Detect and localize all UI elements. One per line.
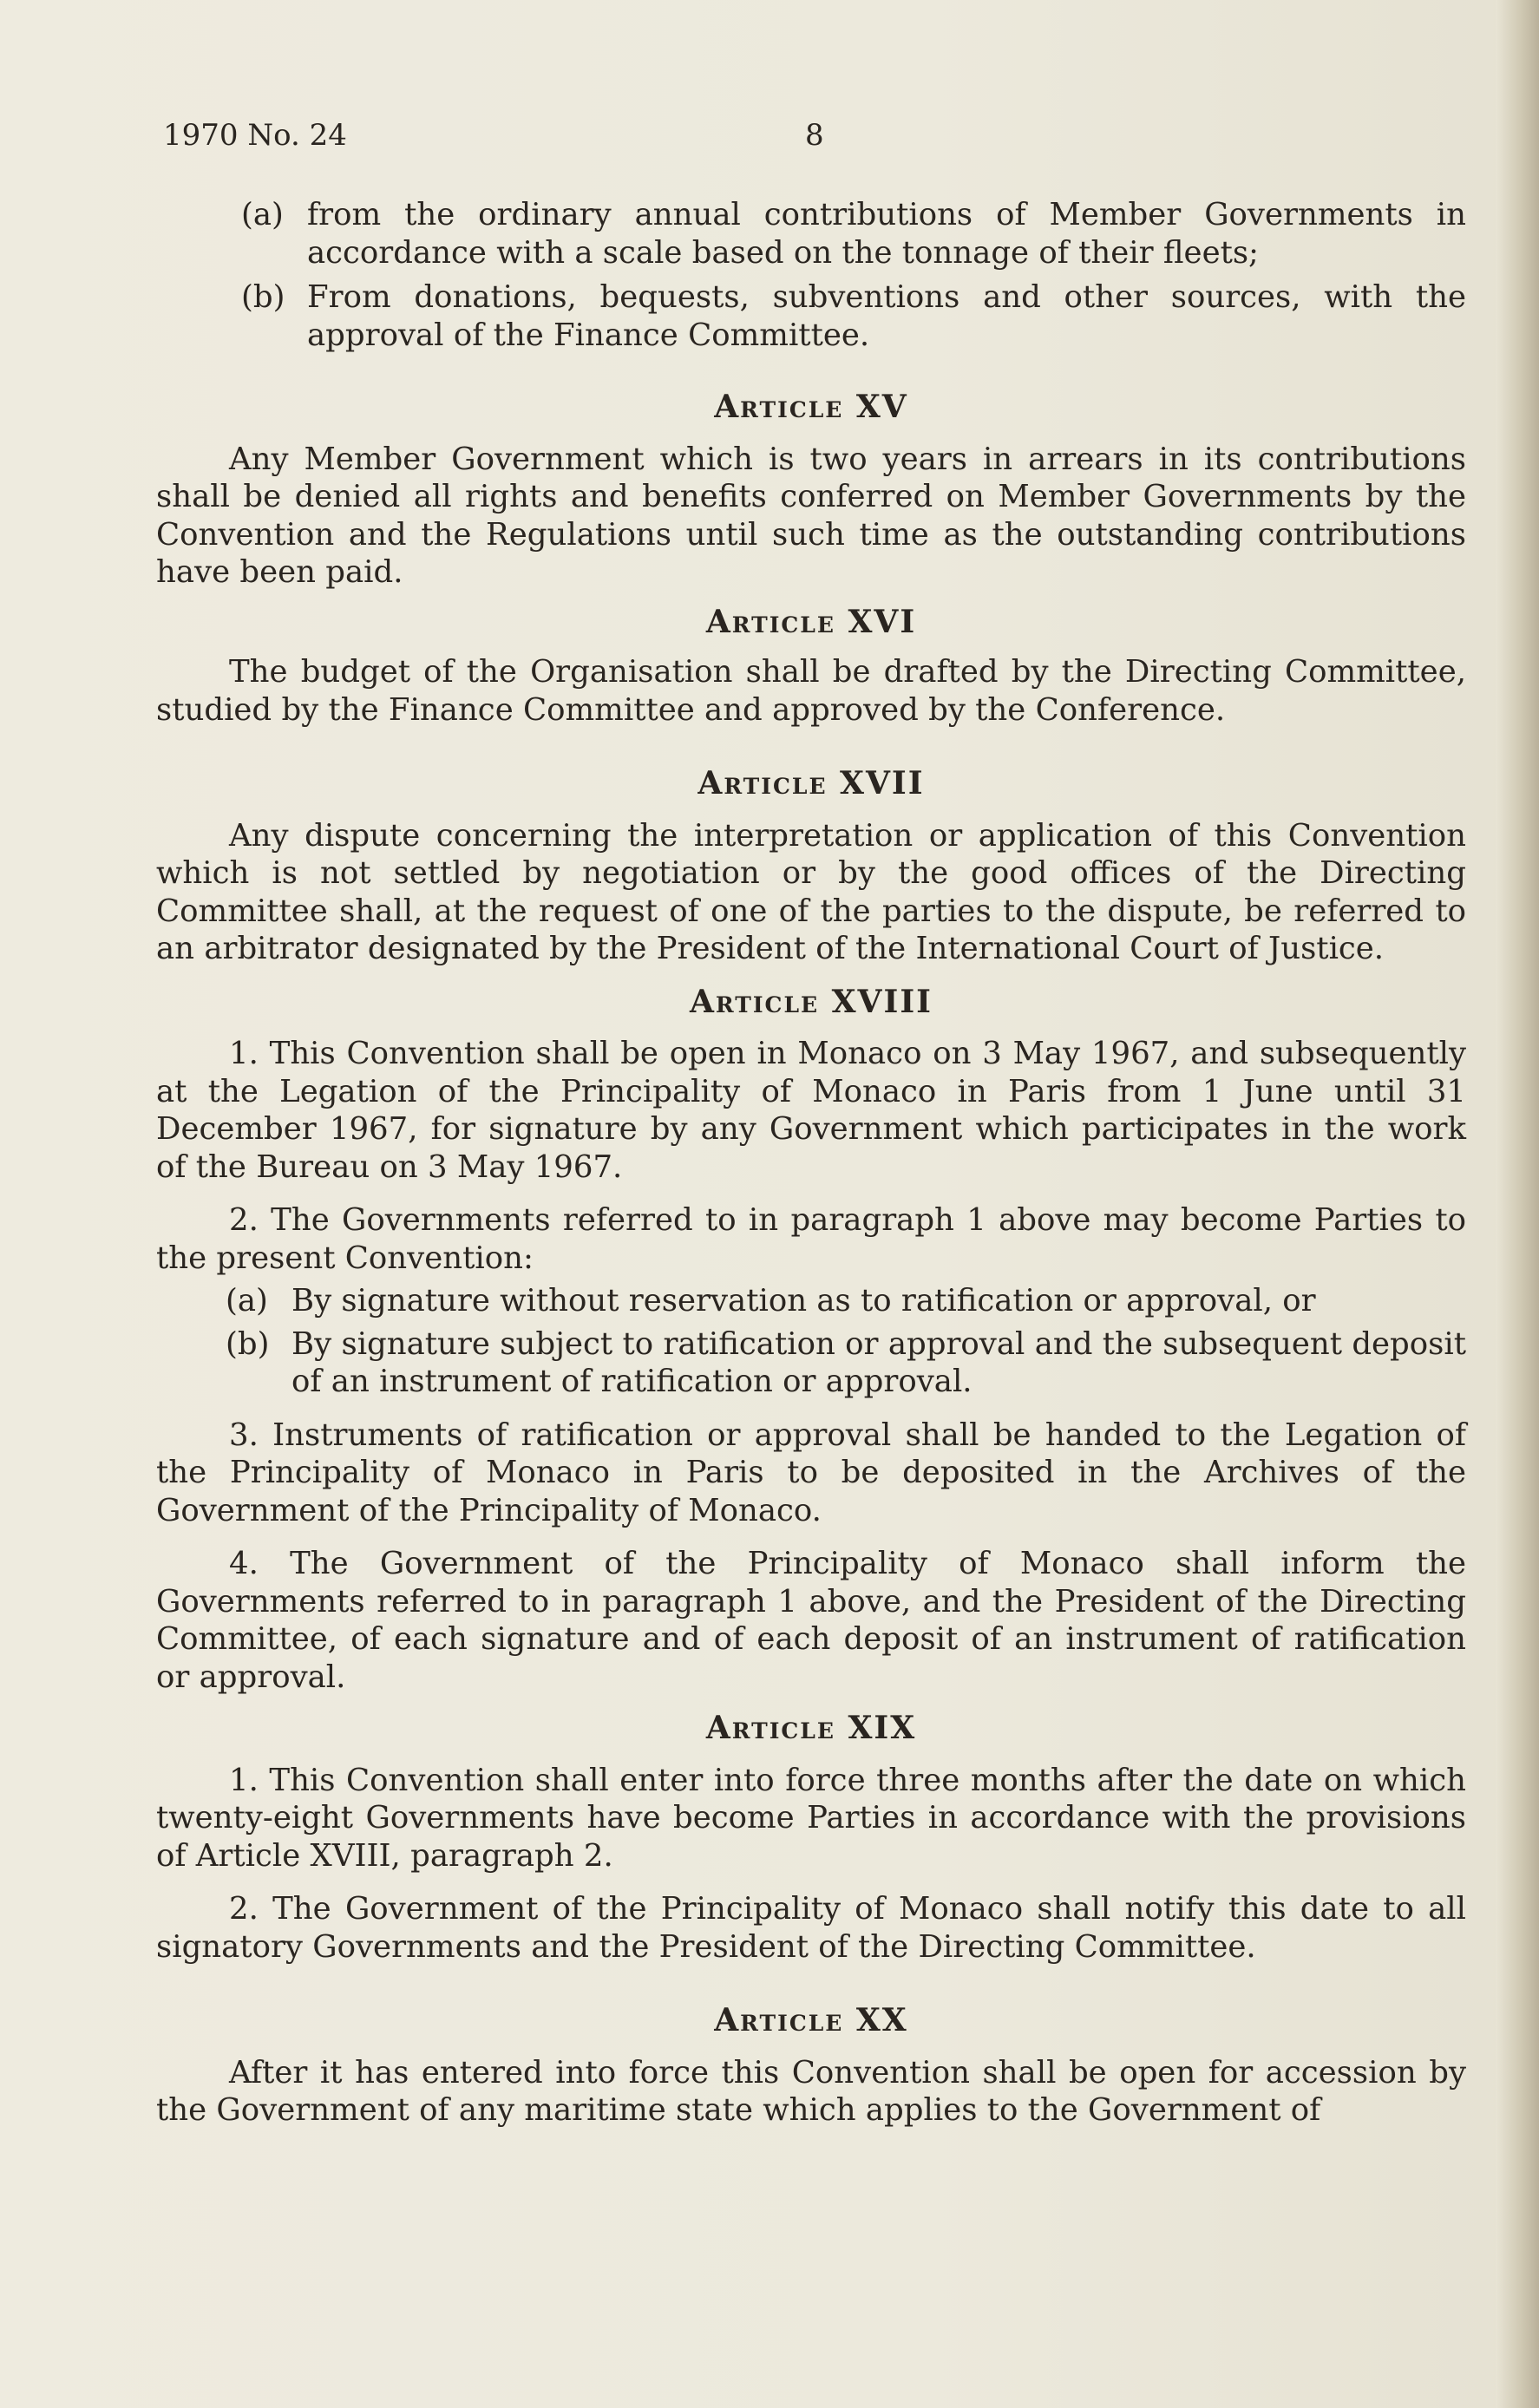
item-label: (a) [226,1283,268,1319]
item-text: By signature without reservation as to ratification or approval, or [291,1283,1316,1319]
article-xviii-title: Article XVIII [689,983,933,1020]
funding-sources-list [156,196,1466,354]
article-xviii-paragraph-3: 3. Instruments of ratification or approval shall be handed to the Legation of the Principality of Monaco in Paris to be deposited in the Archives of the Government of the Principality of Monaco. [156,1417,1466,1528]
article-xviii-paragraph-1: 1. This Convention shall be open in Monaco on 3 May 1967, and subsequently at the Legation of the Principality of Monaco in Paris from 1 June until 31 December 1967, for signature by any Government which participates in the work of the Bureau on 3 May 1967. [156,1036,1466,1185]
item-label: (b) [226,1325,270,1362]
item-text: By signature subject to ratification or approval and the subsequent deposit of an instrument of ratification or approval. [291,1325,1466,1399]
issue-number: 1970 No. 24 [163,118,347,153]
item-text: From donations, bequests, subventions and other sources, with the approval of the Finance Committee. [307,279,1466,353]
article-xvi-title: Article XVI [705,603,917,640]
article-xv-title: Article XV [714,389,908,425]
article-xix-paragraph-1: 1. This Convention shall enter into force three months after the date on which twenty-eight Governments have become Parties in accordance with the provisions of Article XVIII, paragraph 2. [156,1762,1466,1874]
article-xix-paragraph-2: 2. The Government of the Principality of Monaco shall notify this date to all signatory Governments and the President of the Directing Committee. [156,1891,1466,1965]
list-item [226,1282,1466,1320]
article-xvii-text: Any dispute concerning the interpretation or application of this Convention which is not settled by negotiation or by the good offices of the Directing Committee shall, at the request of one of the parties to the dispute, be referred to an arbitrator designated by the President of the International Court of Justice. [156,817,1466,966]
item-label: (b) [241,279,285,315]
signature-options-list [156,1282,1466,1401]
article-xvii-title: Article XVII [697,765,925,802]
article-xix-title: Article XIX [705,1710,917,1746]
document-body [156,196,1466,2130]
list-item [241,196,1466,272]
article-xviii-paragraph-2: 2. The Governments referred to in paragraph 1 above may become Parties to the present Convention: [156,1202,1466,1276]
list-item [226,1325,1466,1401]
article-xvi-text: The budget of the Organisation shall be drafted by the Directing Committee, studied by the Finance Committee and approved by the Conference. [156,654,1466,728]
article-xv-text: Any Member Government which is two years in arrears in its contributions shall be denied all rights and benefits conferred on Member Governments by the Convention and the Regulations until such time as the outstanding contributions have been paid. [156,441,1466,590]
article-xx-text: After it has entered into force this Convention shall be open for accession by the Government of any maritime state which applies to the Government of [156,2054,1466,2128]
list-item [241,278,1466,354]
article-xx-title: Article XX [714,2002,908,2038]
page-edge [1496,0,1539,2408]
item-label: (a) [241,197,284,232]
article-xviii-paragraph-4: 4. The Government of the Principality of Monaco shall inform the Governments referred to in paragraph 1 above, and the President of the Directing Committee, of each signature and of each deposit of an instrument of ratification or approval. [156,1546,1466,1695]
item-text: from the ordinary annual contributions of Member Governments in accordance with a scale based on the tonnage of their fleets; [307,197,1466,271]
page-number: 8 [805,118,824,153]
